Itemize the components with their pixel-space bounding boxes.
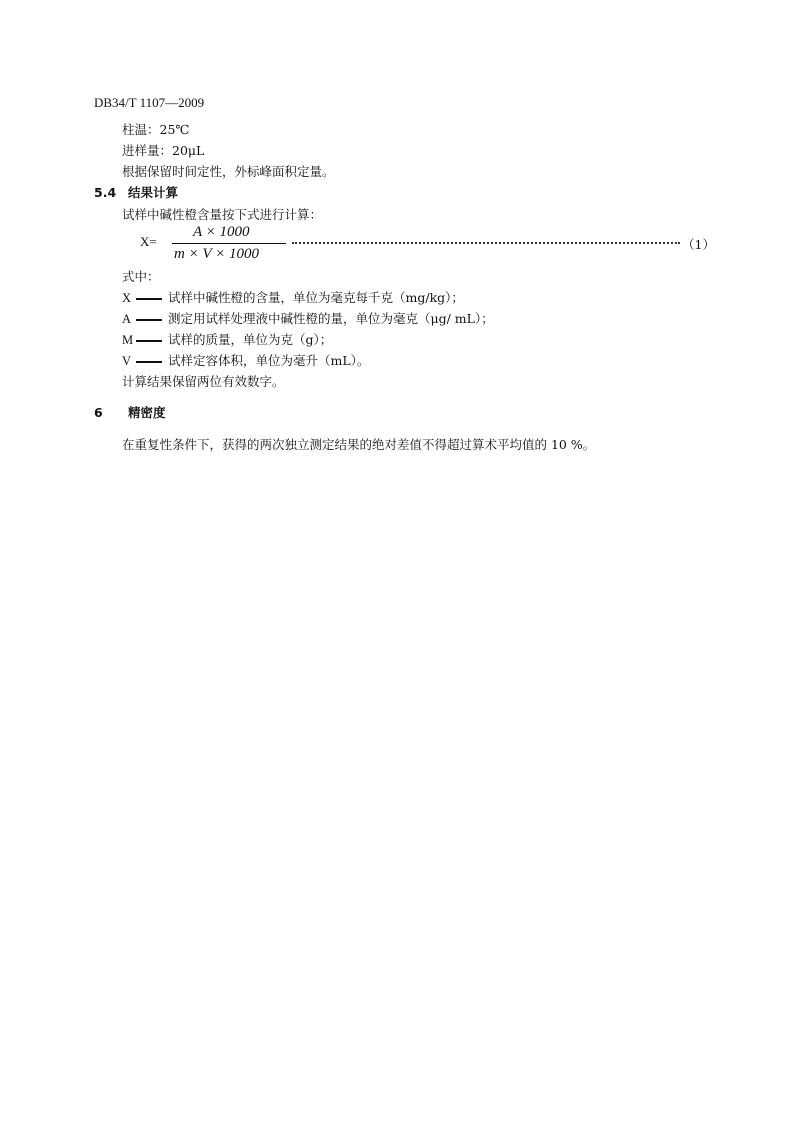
section-5-4-heading bbox=[94, 183, 178, 201]
where-label: 式中： bbox=[122, 269, 160, 284]
variable-description: 试样的质量，单位为克（g）； bbox=[168, 332, 333, 347]
formula-numerator: A × 1000 bbox=[193, 224, 250, 240]
fraction-bar bbox=[172, 243, 286, 244]
equation-number: （1） bbox=[682, 237, 715, 252]
variable-row-a bbox=[122, 309, 494, 327]
section-6-title: 精密度 bbox=[128, 405, 166, 420]
section-5-4-title: 结果计算 bbox=[128, 185, 179, 200]
variable-symbol: A bbox=[122, 312, 132, 326]
variable-description: 试样定容体积，单位为毫升（mL）。 bbox=[168, 353, 370, 368]
precision-paragraph: 在重复性条件下，获得的两次独立测定结果的绝对差值不得超过算术平均值的 10 %。 bbox=[122, 437, 596, 452]
variable-row-m bbox=[122, 330, 332, 348]
formula-intro: 试样中碱性橙含量按下式进行计算： bbox=[122, 207, 323, 222]
section-6-number: 6 bbox=[94, 405, 103, 420]
section-5-4-number: 5.4 bbox=[94, 185, 117, 200]
quantification-line: 根据保留时间定性，外标峰面积定量。 bbox=[122, 164, 335, 179]
variable-description: 试样中碱性橙的含量，单位为毫克每千克（mg/kg）； bbox=[168, 290, 464, 305]
column-temperature-line: 柱温：25℃ bbox=[122, 122, 190, 137]
variable-symbol: M bbox=[122, 333, 134, 347]
result-precision-note: 计算结果保留两位有效数字。 bbox=[122, 374, 285, 389]
variable-symbol: X bbox=[122, 291, 132, 305]
document-header-id: DB34/T 1107—2009 bbox=[94, 95, 205, 110]
formula-denominator: m × V × 1000 bbox=[174, 246, 259, 262]
formula-lhs: X= bbox=[140, 234, 157, 249]
injection-volume-line: 进样量：20μL bbox=[122, 143, 205, 158]
variable-row-v bbox=[122, 351, 369, 369]
equation-leader-dots bbox=[292, 242, 680, 244]
variable-row-x bbox=[122, 288, 464, 306]
dash-separator bbox=[136, 319, 162, 321]
dash-separator bbox=[136, 340, 162, 342]
variable-description: 测定用试样处理液中碱性橙的量，单位为毫克（μg/ mL）； bbox=[168, 311, 494, 326]
section-6-heading bbox=[94, 403, 166, 421]
dash-separator bbox=[136, 361, 162, 363]
dash-separator bbox=[136, 298, 162, 300]
variable-symbol: V bbox=[122, 354, 132, 368]
